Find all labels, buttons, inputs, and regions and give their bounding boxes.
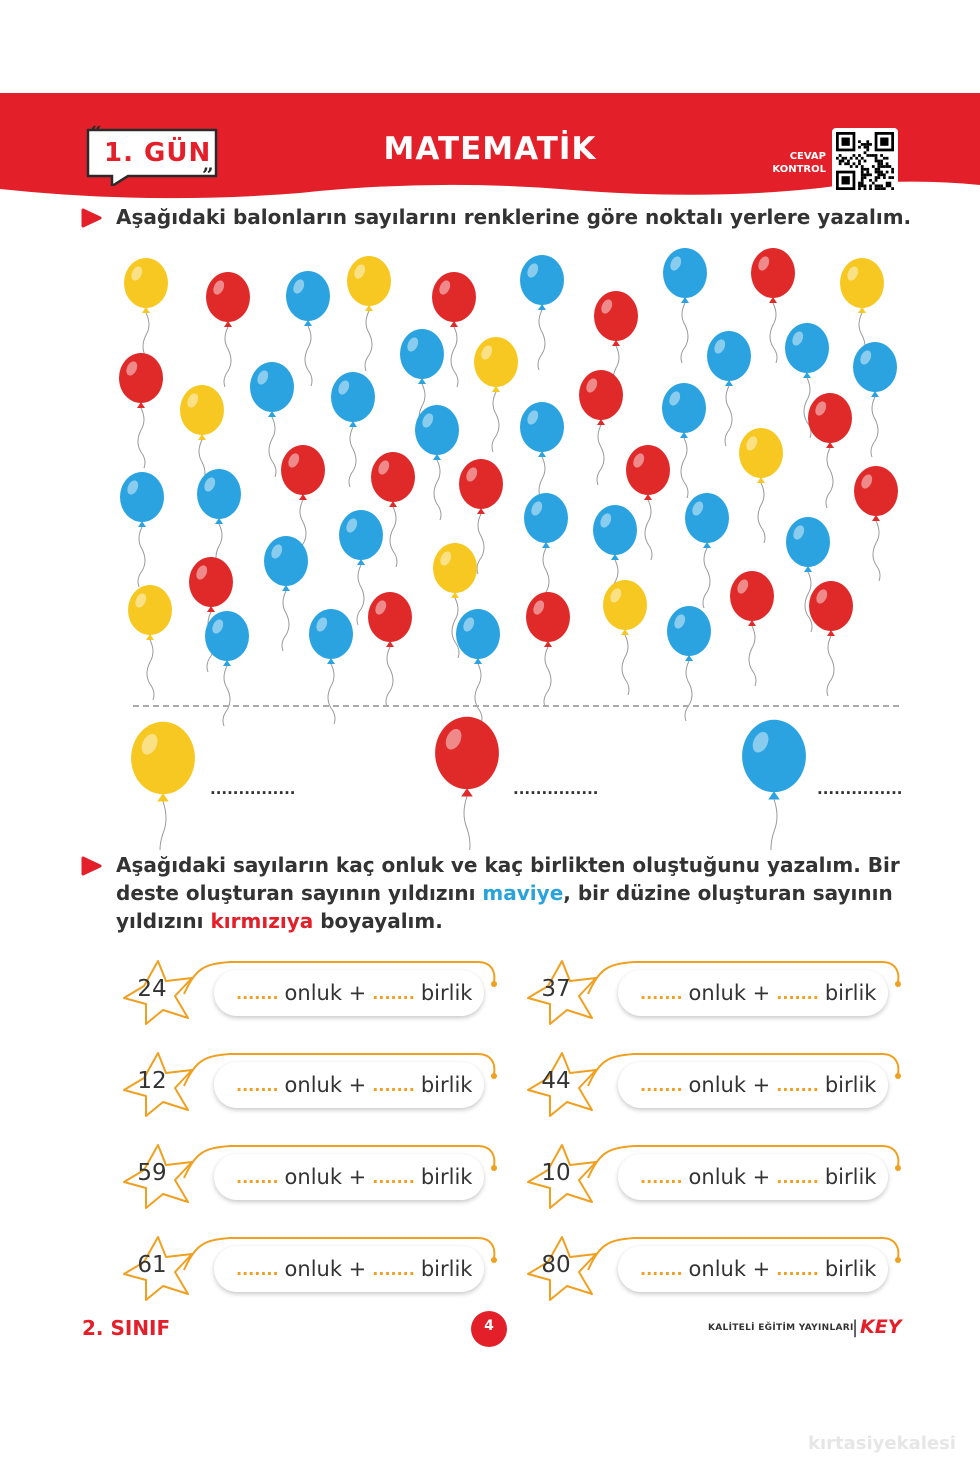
answer-pill[interactable] <box>214 1062 484 1108</box>
blue-balloon-icon <box>685 493 729 608</box>
answer-check-label: CEVAP KONTROL <box>772 151 826 175</box>
birlik-blank[interactable]: ....... <box>372 1259 415 1279</box>
red-balloon-icon <box>368 592 412 707</box>
instruction-2-text: Aşağıdaki sayıların kaç onluk ve kaç birlikten oluştuğunu yazalım. Bir deste oluşturan sayının yıldızını maviye, bir düzine oluşturan sayının yıldızını kırmızıya boyayalım. <box>116 853 900 933</box>
onluk-label: onluk + <box>284 1257 367 1281</box>
yellow-balloon-icon <box>180 385 224 500</box>
blue-balloon-icon <box>286 271 330 386</box>
red-balloon-icon <box>808 393 852 508</box>
exercise-row <box>118 1050 498 1120</box>
word-maviye: maviye <box>482 881 564 905</box>
exercise-row <box>522 958 902 1028</box>
blue-balloon-icon <box>339 510 383 625</box>
blue-balloon-icon <box>667 606 711 721</box>
yellow-balloon-icon <box>739 428 783 543</box>
number-label: 10 <box>541 1160 571 1186</box>
blue-balloon-icon <box>250 362 294 477</box>
yellow-balloon-icon <box>124 258 168 373</box>
red-balloon-icon <box>371 452 415 567</box>
yellow-balloon-icon <box>433 543 477 658</box>
qr-code[interactable] <box>832 128 898 194</box>
onluk-label: onluk + <box>284 1165 367 1189</box>
birlik-label: birlik <box>824 1073 877 1097</box>
birlik-blank[interactable]: ....... <box>372 1075 415 1095</box>
birlik-label: birlik <box>420 981 473 1005</box>
divider-dashed <box>133 705 899 707</box>
birlik-label: birlik <box>420 1257 473 1281</box>
birlik-blank[interactable]: ....... <box>776 1259 819 1279</box>
blue-balloon-icon <box>853 342 897 457</box>
red-balloon-icon <box>854 466 898 581</box>
answer-yellow-blank[interactable]: ............... <box>210 780 296 798</box>
instruction-1-text: Aşağıdaki balonların sayılarını renklerine göre noktalı yerlere yazalım. <box>116 205 912 229</box>
yellow-balloon-icon <box>840 258 884 373</box>
onluk-blank[interactable]: ....... <box>640 1167 683 1187</box>
red-balloon-icon <box>594 291 638 406</box>
blue-balloon-icon <box>786 517 830 632</box>
exercise-row <box>118 958 498 1028</box>
onluk-label: onluk + <box>688 981 771 1005</box>
number-label: 80 <box>541 1252 571 1278</box>
red-balloon-icon <box>579 370 623 485</box>
red-balloon-icon <box>526 592 570 707</box>
answer-red-blank[interactable]: ............... <box>513 780 599 798</box>
red-balloon-icon <box>730 571 774 686</box>
exercise-row <box>522 1142 902 1212</box>
onluk-label: onluk + <box>688 1257 771 1281</box>
onluk-label: onluk + <box>688 1165 771 1189</box>
answer-pill[interactable] <box>618 1154 888 1200</box>
answer-pill[interactable] <box>214 970 484 1016</box>
onluk-blank[interactable]: ....... <box>640 983 683 1003</box>
grade-label: 2. SINIF <box>82 1316 171 1340</box>
exercise-row <box>522 1050 902 1120</box>
blue-balloon-icon <box>400 329 444 444</box>
answer-pill[interactable] <box>214 1154 484 1200</box>
yellow-balloon-icon <box>131 722 195 850</box>
number-label: 59 <box>137 1160 167 1186</box>
blue-balloon-icon <box>707 331 751 446</box>
blue-balloon-icon <box>662 383 706 498</box>
onluk-blank[interactable]: ....... <box>236 1259 279 1279</box>
onluk-blank[interactable]: ....... <box>640 1259 683 1279</box>
yellow-balloon-icon <box>603 580 647 695</box>
yellow-balloon-icon <box>347 256 391 371</box>
exercise-row <box>118 1234 498 1304</box>
blue-balloon-icon <box>197 469 241 584</box>
blue-balloon-icon <box>742 720 806 850</box>
page-number: 4 <box>470 1310 508 1348</box>
birlik-label: birlik <box>420 1165 473 1189</box>
publisher-name: KALİTELİ EĞİTİM YAYINLARI <box>708 1323 854 1333</box>
word-kirmiziya: kırmızıya <box>210 909 314 933</box>
red-balloon-icon <box>189 557 233 672</box>
blue-balloon-icon <box>205 611 249 726</box>
onluk-label: onluk + <box>284 1073 367 1097</box>
blue-balloon-icon <box>331 372 375 487</box>
exercise-row <box>522 1234 902 1304</box>
play-arrow-icon <box>80 856 104 876</box>
exercise-row <box>118 1142 498 1212</box>
blue-balloon-icon <box>520 255 564 370</box>
instruction-2 <box>80 851 910 935</box>
red-balloon-icon <box>432 272 476 387</box>
onluk-label: onluk + <box>284 981 367 1005</box>
yellow-balloon-icon <box>474 337 518 452</box>
birlik-blank[interactable]: ....... <box>372 1167 415 1187</box>
answer-pill[interactable] <box>618 1062 888 1108</box>
red-balloon-icon <box>281 445 325 560</box>
svg-text:“: “ <box>90 124 102 145</box>
number-label: 24 <box>137 976 167 1002</box>
play-arrow-icon <box>80 208 104 228</box>
blue-balloon-icon <box>524 493 568 608</box>
number-label: 37 <box>541 976 571 1002</box>
blue-balloon-icon <box>593 505 637 620</box>
answer-pill[interactable] <box>618 1246 888 1292</box>
blue-balloon-icon <box>415 405 459 520</box>
brand-logo: KEY <box>860 1316 902 1338</box>
answer-blue-blank[interactable]: ............... <box>817 780 903 798</box>
red-balloon-icon <box>626 445 670 560</box>
onluk-blank[interactable]: ....... <box>236 1167 279 1187</box>
red-balloon-icon <box>119 353 163 468</box>
blue-balloon-icon <box>264 536 308 651</box>
onluk-blank[interactable]: ....... <box>236 1075 279 1095</box>
blue-balloon-icon <box>120 472 164 587</box>
birlik-blank[interactable]: ....... <box>776 983 819 1003</box>
birlik-blank[interactable]: ....... <box>776 1167 819 1187</box>
onluk-blank[interactable]: ....... <box>236 983 279 1003</box>
day-label: 1. GÜN <box>104 138 212 168</box>
number-label: 12 <box>137 1068 167 1094</box>
red-balloon-icon <box>809 581 853 696</box>
blue-balloon-icon <box>663 248 707 363</box>
yellow-balloon-icon <box>128 585 172 700</box>
birlik-label: birlik <box>824 981 877 1005</box>
answer-pill[interactable] <box>618 970 888 1016</box>
onluk-blank[interactable]: ....... <box>640 1075 683 1095</box>
birlik-blank[interactable]: ....... <box>776 1075 819 1095</box>
number-label: 61 <box>137 1252 167 1278</box>
watermark: kırtasiyekalesi <box>808 1433 956 1454</box>
publisher-separator: | <box>852 1317 859 1338</box>
number-label: 44 <box>541 1068 571 1094</box>
red-balloon-icon <box>751 248 795 363</box>
instruction-1 <box>80 203 920 231</box>
blue-balloon-icon <box>520 402 564 517</box>
onluk-label: onluk + <box>688 1073 771 1097</box>
blue-balloon-icon <box>785 323 829 438</box>
red-balloon-icon <box>459 459 503 574</box>
birlik-label: birlik <box>824 1165 877 1189</box>
birlik-blank[interactable]: ....... <box>372 983 415 1003</box>
answer-pill[interactable] <box>214 1246 484 1292</box>
svg-text:”: ” <box>202 163 214 186</box>
subject-title: MATEMATİK <box>383 131 597 167</box>
red-balloon-icon <box>435 717 499 850</box>
birlik-label: birlik <box>420 1073 473 1097</box>
birlik-label: birlik <box>824 1257 877 1281</box>
red-balloon-icon <box>206 272 250 387</box>
